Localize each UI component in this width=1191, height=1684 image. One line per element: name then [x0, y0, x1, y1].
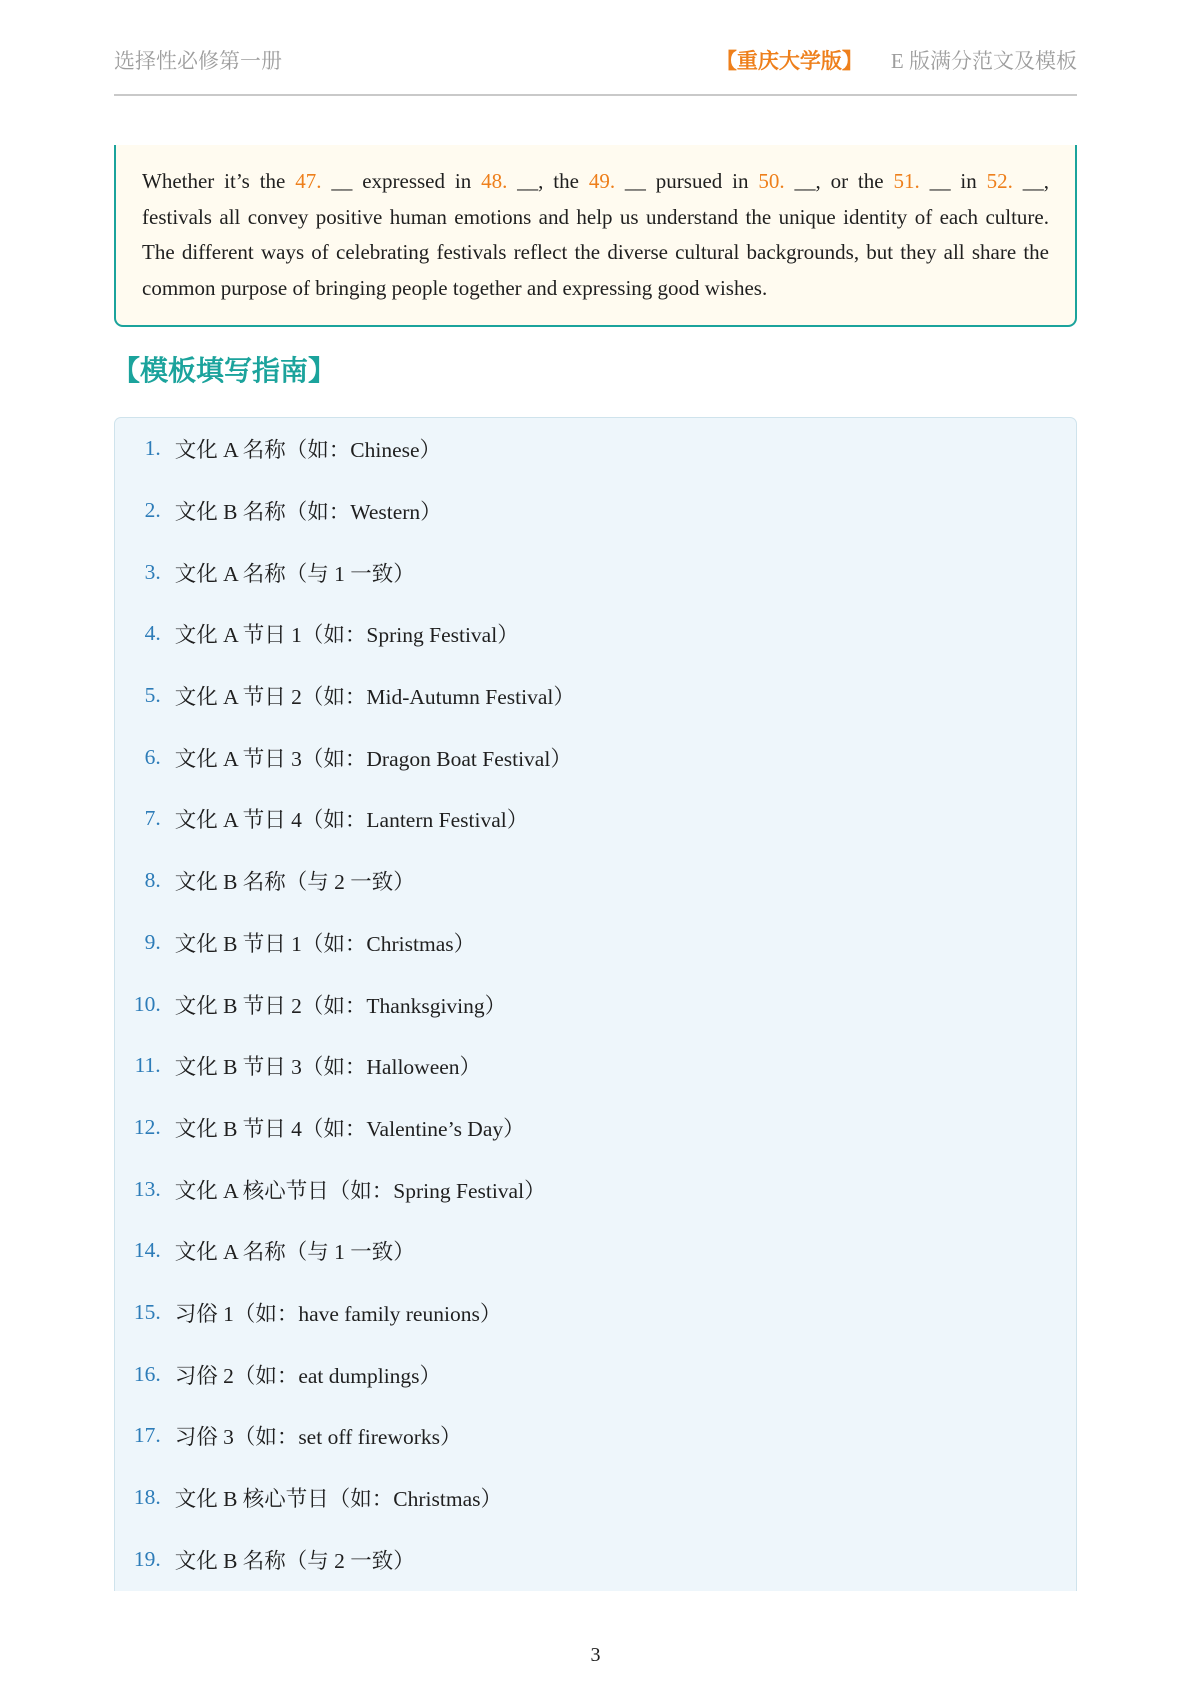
guide-item-number: 19. — [133, 1546, 161, 1571]
guide-item-number: 2. — [144, 498, 161, 523]
guide-item-number: 13. — [133, 1176, 161, 1201]
guide-item-text: 文化 B 名称（与 2 一致） — [174, 1548, 415, 1573]
guide-item-number: 3. — [144, 559, 161, 584]
guide-item-number: 8. — [144, 868, 161, 893]
page-header — [114, 43, 1077, 79]
edition-badge: 【重庆大学版】 — [715, 49, 863, 73]
passage-box — [114, 145, 1077, 327]
passage-line-4: common purpose of bringing people together and expressing good wishes. — [142, 275, 768, 300]
guide-item-number: 18. — [133, 1485, 161, 1510]
guide-item-text: 文化 B 节日 3（如：Halloween） — [174, 1055, 482, 1080]
guide-item-text: 文化 B 名称（如：Western） — [174, 500, 442, 525]
guide-item-text: 文化 A 节日 3（如：Dragon Boat Festival） — [174, 746, 572, 771]
guide-item-19 — [115, 1528, 1076, 1590]
guide-item-3 — [115, 541, 1076, 603]
guide-item-text: 文化 A 核心节日（如：Spring Festival） — [174, 1178, 546, 1203]
guide-item-2 — [115, 480, 1076, 542]
guide-item-16 — [115, 1343, 1076, 1405]
guide-item-17 — [115, 1405, 1076, 1467]
guide-item-number: 4. — [144, 621, 161, 646]
guide-item-number: 9. — [144, 929, 161, 954]
guide-item-number: 6. — [144, 744, 161, 769]
blank-number: 51. — [893, 169, 920, 193]
guide-item-number: 15. — [133, 1299, 161, 1324]
guide-item-text: 文化 A 节日 4（如：Lantern Festival） — [174, 808, 529, 833]
guide-item-text: 文化 A 节日 1（如：Spring Festival） — [174, 623, 519, 648]
guide-item-1 — [115, 418, 1076, 480]
guide-item-number: 10. — [133, 991, 161, 1016]
guide-item-number: 17. — [133, 1423, 161, 1448]
guide-item-text: 文化 B 节日 1（如：Christmas） — [174, 931, 476, 956]
passage-text: __, — [1012, 169, 1050, 193]
passage-line-2: festivals all convey positive human emotions and help us understand the unique identity of each culture. — [142, 204, 1049, 229]
guide-item-number: 11. — [134, 1053, 161, 1078]
guide-heading: 【模板填写指南】 — [112, 354, 337, 387]
header-right-group — [716, 43, 1077, 79]
passage-text: __ in — [919, 169, 987, 193]
guide-item-14 — [115, 1220, 1076, 1282]
passage-text: Whether it’s the — [142, 169, 296, 193]
blank-number: 52. — [986, 169, 1013, 193]
guide-item-number: 14. — [133, 1238, 161, 1263]
guide-item-text: 习俗 2（如：eat dumplings） — [174, 1363, 442, 1388]
blank-number: 50. — [758, 169, 785, 193]
guide-item-number: 12. — [133, 1114, 161, 1139]
blank-number: 48. — [481, 169, 508, 193]
series-title: E 版满分范文及模板 — [890, 49, 1077, 73]
guide-item-text: 文化 A 名称（与 1 一致） — [174, 1240, 415, 1265]
header-divider — [114, 94, 1077, 96]
passage-line-3: The different ways of celebrating festivals reflect the diverse cultural backgrounds, but they all share the — [142, 240, 1049, 264]
guide-item-number: 5. — [144, 683, 161, 708]
guide-item-6 — [115, 726, 1076, 788]
guide-item-text: 文化 B 节日 2（如：Thanksgiving） — [174, 993, 507, 1018]
guide-item-text: 习俗 3（如：set off fireworks） — [174, 1425, 462, 1450]
guide-item-7 — [115, 788, 1076, 850]
guide-item-9 — [115, 912, 1076, 974]
guide-item-10 — [115, 973, 1076, 1035]
guide-item-8 — [115, 850, 1076, 912]
blank-number: 47. — [295, 169, 322, 193]
guide-item-number: 1. — [144, 436, 161, 461]
guide-item-text: 文化 B 核心节日（如：Christmas） — [174, 1487, 502, 1512]
guide-item-text: 文化 B 名称（与 2 一致） — [174, 870, 415, 895]
book-title: 选择性必修第一册 — [114, 49, 282, 73]
guide-item-11 — [115, 1035, 1076, 1097]
blank-number: 49. — [588, 169, 616, 193]
guide-list — [114, 417, 1077, 1591]
guide-item-18 — [115, 1467, 1076, 1529]
passage-text: __, the — [507, 169, 589, 193]
passage-line-1 — [142, 164, 1049, 200]
guide-item-text: 文化 A 节日 2（如：Mid-Autumn Festival） — [174, 685, 575, 710]
guide-item-text: 习俗 1（如：have family reunions） — [174, 1301, 502, 1326]
guide-item-text: 文化 A 名称（与 1 一致） — [174, 561, 415, 586]
passage-text: __ expressed in — [321, 169, 482, 193]
guide-item-number: 16. — [133, 1361, 161, 1386]
page-number: 3 — [590, 1644, 601, 1666]
guide-item-5 — [115, 665, 1076, 727]
guide-item-4 — [115, 603, 1076, 665]
passage-text: __ pursued in — [615, 169, 759, 193]
guide-item-12 — [115, 1097, 1076, 1159]
passage-text: __, or the — [784, 169, 894, 193]
guide-item-text: 文化 A 名称（如：Chinese） — [174, 438, 442, 463]
guide-item-13 — [115, 1158, 1076, 1220]
guide-item-text: 文化 B 节日 4（如：Valentine’s Day） — [174, 1116, 525, 1141]
guide-item-15 — [115, 1282, 1076, 1344]
guide-item-number: 7. — [144, 806, 161, 831]
